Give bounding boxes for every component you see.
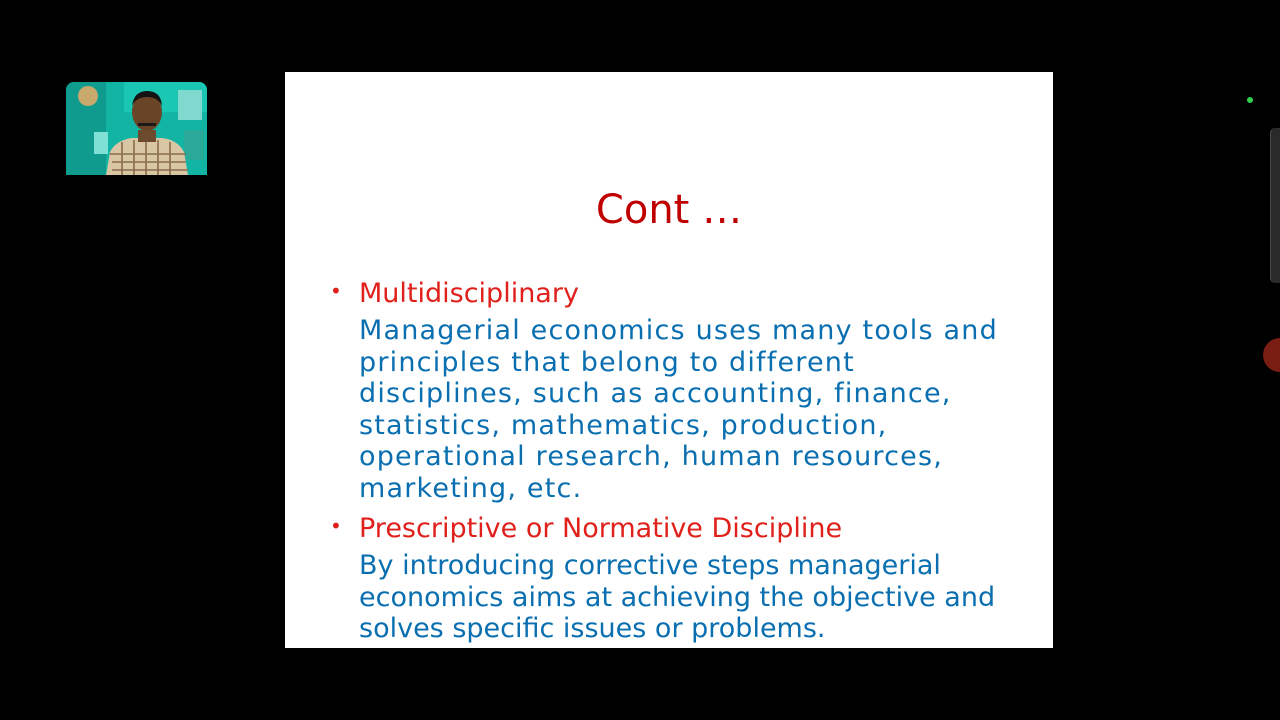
bullet-heading-prescriptive: Prescriptive or Normative Discipline <box>359 513 843 544</box>
bullet-heading-multidisciplinary: Multidisciplinary <box>359 278 579 309</box>
bullet-body-prescriptive: By introducing corrective steps managerial economics aims at achieving the objective and solves specific issues or problems. <box>359 550 996 644</box>
record-button-icon[interactable] <box>1263 338 1280 372</box>
presenter-video-thumbnail[interactable] <box>66 82 207 175</box>
bullet-point-icon: • <box>330 279 342 303</box>
bullet-body-multidisciplinary: Managerial economics uses many tools and principles that belong to different disciplines, such as accounting, finance, statistics, mathematics, production, operational research, human resources, marketing, etc. <box>359 315 998 504</box>
active-status-dot-icon <box>1247 97 1253 103</box>
list-item <box>330 512 1020 645</box>
slide-title: Cont … <box>595 187 743 233</box>
presentation-slide <box>285 72 1053 648</box>
side-panel-handle[interactable] <box>1270 128 1280 283</box>
bullet-point-icon: • <box>330 514 342 538</box>
presenter-video-image <box>66 82 207 175</box>
list-item <box>330 277 1020 504</box>
slide-body <box>330 277 1020 645</box>
